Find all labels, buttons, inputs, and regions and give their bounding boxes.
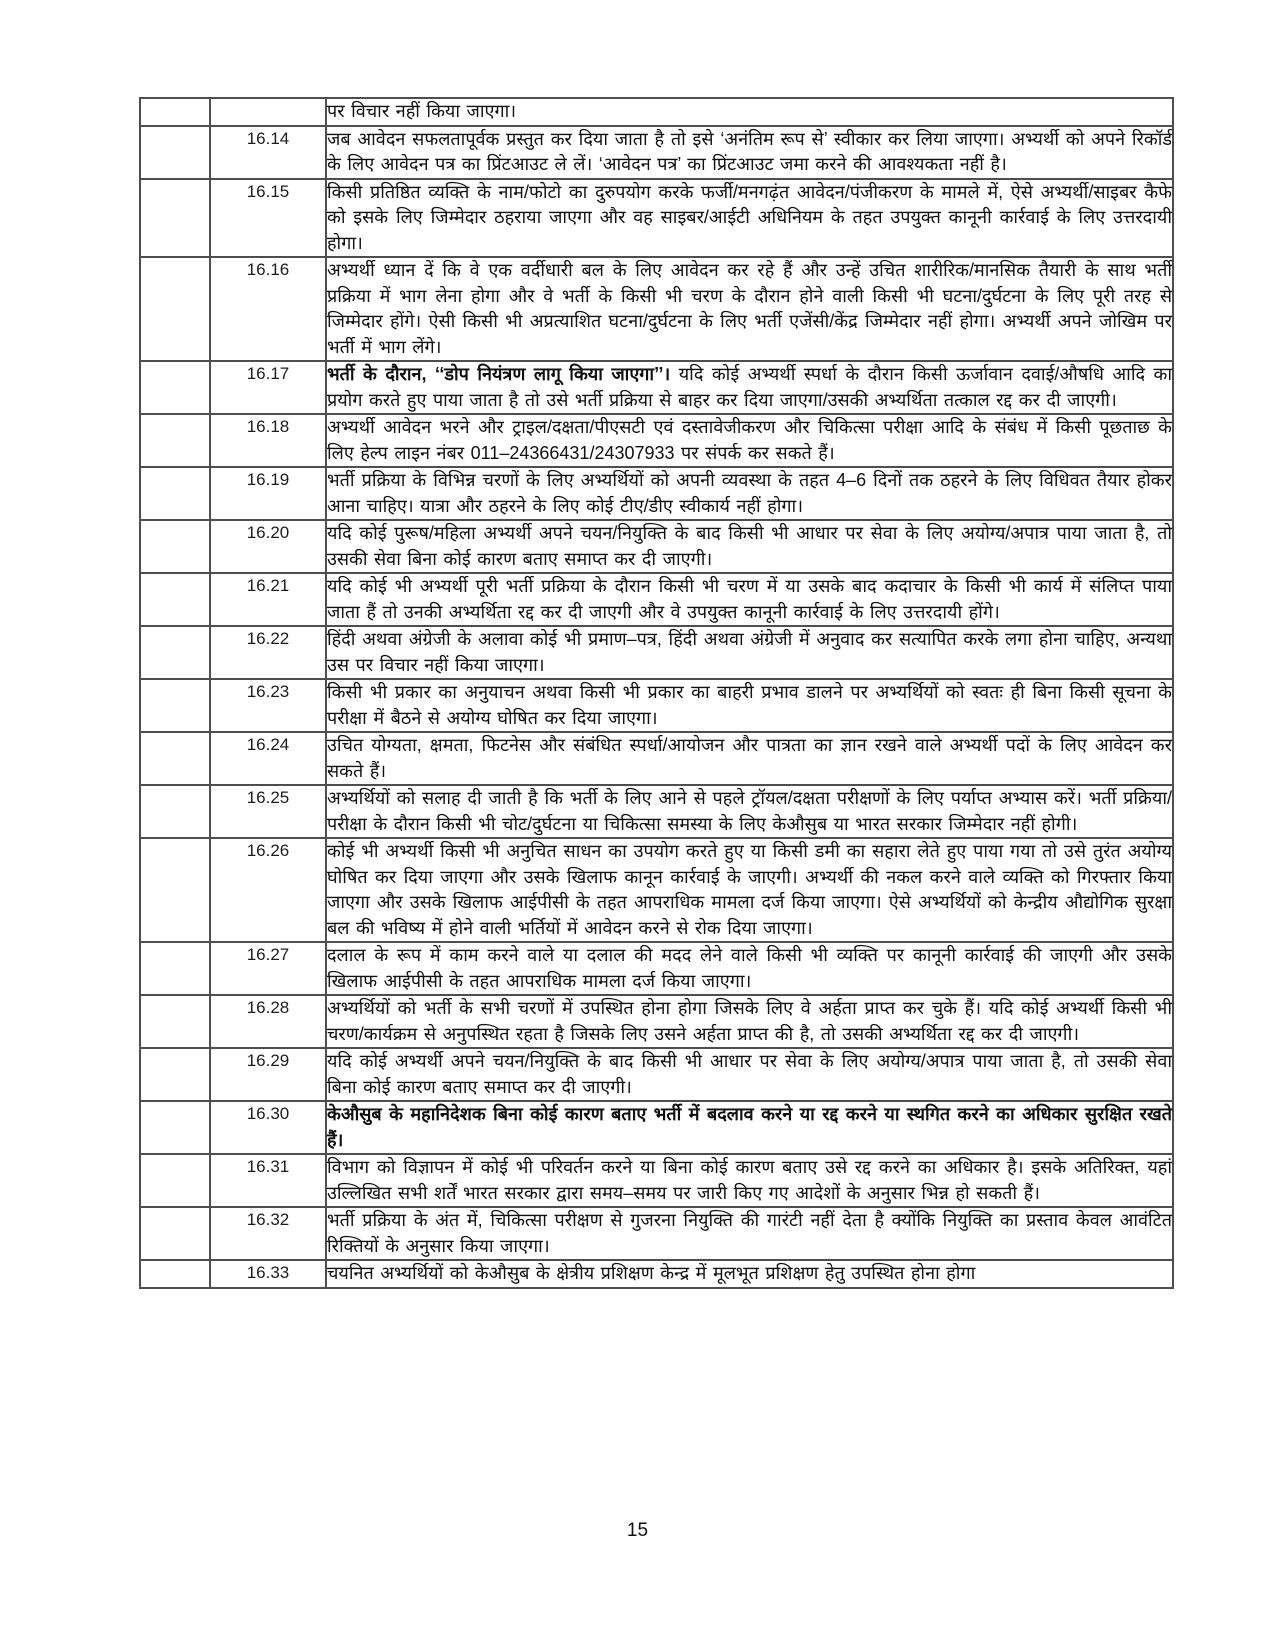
table-row xyxy=(140,1101,1173,1154)
serial-cell xyxy=(140,467,210,520)
table-row xyxy=(140,179,1173,258)
serial-cell xyxy=(140,1154,210,1207)
table-row xyxy=(140,732,1173,785)
rule-text xyxy=(326,467,1173,520)
table-row xyxy=(140,838,1173,942)
rule-text-segment: किसी प्रतिष्ठित व्यक्ति के नाम/फोटो का दुरुपयोग करके फर्जी/मनगढ़ंत आवेदन/पंजीकरण के मामले में, ऐसे अभ्यर्थी/साइबर कैफे को इसके लिए जिम्मेदार ठहराया जाएगा और वह साइबर/आईटी अधिनियम के तहत उपयुक्त कानूनी कार्रवाई के लिए उत्तरदायी होगा। xyxy=(327,181,1172,253)
serial-cell xyxy=(140,98,210,126)
rule-text-segment: अभ्यर्थियों को भर्ती के सभी चरणों में उपस्थित होना होगा जिसके लिए वे अर्हता प्राप्त कर चुके हैं। यदि कोई अभ्यर्थी किसी भी चरण/कार्यक्रम से अनुपस्थित रहता है जिसके लिए उसने अर्हता प्राप्त की है, तो उसकी अभ्यर्थिता रद्द कर दी जाएगी। xyxy=(327,998,1172,1044)
rule-text xyxy=(326,98,1173,126)
table-row xyxy=(140,1207,1173,1260)
serial-cell xyxy=(140,179,210,258)
table-row xyxy=(140,361,1173,414)
rule-number: 16.19 xyxy=(210,467,326,520)
rule-text-segment: उचित योग्यता, क्षमता, फिटनेस और संबंधित स्पर्धा/आयोजन और पात्रता का ज्ञान रखने वाले अभ्यर्थी पदों के लिए आवेदन कर सकते हैं। xyxy=(327,735,1172,781)
rule-text-segment: यदि कोई पुरूष/महिला अभ्यर्थी अपने चयन/नियुक्ति के बाद किसी भी आधार पर सेवा के लिए अयोग्य/अपात्र पाया जाता है, तो उसकी सेवा बिना कोई कारण बताए समाप्त कर दी जाएगी। xyxy=(327,523,1172,569)
serial-cell xyxy=(140,414,210,467)
rule-number: 16.20 xyxy=(210,520,326,573)
table-row xyxy=(140,679,1173,732)
rule-text-segment: पर विचार नहीं किया जाएगा। xyxy=(327,101,517,121)
rule-text xyxy=(326,179,1173,258)
rule-text-bold-segment: भर्ती के दौरान, ‘‘डोप नियंत्रण लागू किया जाएगा’’। xyxy=(327,364,679,384)
rule-number: 16.14 xyxy=(210,126,326,179)
rule-text-segment: कोई भी अभ्यर्थी किसी भी अनुचित साधन का उपयोग करते हुए या किसी डमी का सहारा लेते हुए पाया गया तो उसे तुरंत अयोग्य घोषित कर दिया जाएगा और उसके खिलाफ कानून कार्रवाई के जाएगी। अभ्यर्थी की नकल करने वाले व्यक्ति को गिरफ्तार किया जाएगा और उसके खिलाफ आईपीसी के तहत आपराधिक मामला दर्ज किया जाएगा। ऐसे अभ्यर्थियों को केन्द्रीय औद्योगिक सुरक्षा बल की भविष्य में होने वाली भर्तियों में आवेदन करने से रोक दिया जाएगा। xyxy=(327,841,1172,938)
table-row xyxy=(140,1260,1173,1288)
serial-cell xyxy=(140,995,210,1048)
table-row xyxy=(140,573,1173,626)
rule-text-segment: किसी भी प्रकार का अनुयाचन अथवा किसी भी प्रकार का बाहरी प्रभाव डालने पर अभ्यर्थियों को स्वतः ही बिना किसी सूचना के परीक्षा में बैठने से अयोग्य घोषित कर दिया जाएगा। xyxy=(327,682,1172,728)
rule-text-segment: यदि कोई अभ्यर्थी अपने चयन/नियुक्ति के बाद किसी भी आधार पर सेवा के लिए अयोग्य/अपात्र पाया जाता है, तो उसकी सेवा बिना कोई कारण बताए समाप्त कर दी जाएगी। xyxy=(327,1051,1172,1097)
rule-text xyxy=(326,838,1173,942)
table-row xyxy=(140,467,1173,520)
table-row xyxy=(140,942,1173,995)
rule-text xyxy=(326,942,1173,995)
table-row xyxy=(140,414,1173,467)
rule-text xyxy=(326,1101,1173,1154)
serial-cell xyxy=(140,838,210,942)
table-row xyxy=(140,626,1173,679)
rules-table xyxy=(139,97,1174,1289)
table-row xyxy=(140,520,1173,573)
serial-cell xyxy=(140,942,210,995)
rule-number: 16.15 xyxy=(210,179,326,258)
serial-cell xyxy=(140,361,210,414)
rule-text xyxy=(326,1207,1173,1260)
rule-number: 16.18 xyxy=(210,414,326,467)
rule-text-segment: चयनित अभ्यर्थियों को केऔसुब के क्षेत्रीय प्रशिक्षण केन्द्र में मूलभूत प्रशिक्षण हेतु उपस्थित होना होगा xyxy=(327,1263,976,1283)
rule-text xyxy=(326,520,1173,573)
rule-text-segment: हिंदी अथवा अंग्रेजी के अलावा कोई भी प्रमाण–पत्र, हिंदी अथवा अंग्रेजी में अनुवाद कर सत्यापित करके लगा होना चाहिए, अन्यथा उस पर विचार नहीं किया जाएगा। xyxy=(327,629,1172,675)
serial-cell xyxy=(140,1207,210,1260)
rule-text-segment: भर्ती प्रक्रिया के विभिन्न चरणों के लिए अभ्यर्थियों को अपनी व्यवस्था के तहत 4–6 दिनों तक ठहरने के लिए विधिवत तैयार होकर आना चाहिए। यात्रा और ठहरने के लिए कोई टीए/डीए स्वीकार्य नहीं होगा। xyxy=(327,470,1172,516)
table-row xyxy=(140,995,1173,1048)
rule-number: 16.16 xyxy=(210,257,326,361)
table-row xyxy=(140,1048,1173,1101)
rule-number: 16.27 xyxy=(210,942,326,995)
rule-number: 16.28 xyxy=(210,995,326,1048)
serial-cell xyxy=(140,573,210,626)
rule-number: 16.29 xyxy=(210,1048,326,1101)
serial-cell xyxy=(140,520,210,573)
serial-cell xyxy=(140,626,210,679)
rule-text xyxy=(326,573,1173,626)
serial-cell xyxy=(140,1101,210,1154)
rule-number: 16.22 xyxy=(210,626,326,679)
rule-text-segment: अभ्यर्थियों को सलाह दी जाती है कि भर्ती के लिए आने से पहले ट्रॉयल/दक्षता परीक्षणों के लिए पर्याप्त अभ्यास करें। भर्ती प्रक्रिया/परीक्षा के दौरान किसी भी चोट/दुर्घटना या चिकित्सा समस्या के लिए केऔसुब या भारत सरकार जिम्मेदार नहीं होगी। xyxy=(327,788,1172,834)
rule-text xyxy=(326,679,1173,732)
serial-cell xyxy=(140,126,210,179)
serial-cell xyxy=(140,1048,210,1101)
rule-text-segment: अभ्यर्थी ध्यान दें कि वे एक वर्दीधारी बल के लिए आवेदन कर रहे हैं और उन्हें उचित शारीरिक/मानसिक तैयारी के साथ भर्ती प्रक्रिया में भाग लेना होगा और वे भर्ती के किसी भी चरण के दौरान होने वाली किसी भी घटना/दुर्घटना के लिए पूरी तरह से जिम्मेदार होंगे। ऐसी किसी भी अप्रत्याशित घटना/दुर्घटना के लिए भर्ती एजेंसी/केंद्र जिम्मेदार नहीं होगा। अभ्यर्थी अपने जोखिम पर भर्ती में भाग लेंगे। xyxy=(327,260,1173,357)
rule-text xyxy=(326,361,1173,414)
rule-text-segment: दलाल के रूप में काम करने वाले या दलाल की मदद लेने वाले किसी भी व्यक्ति पर कानूनी कार्रवाई की जाएगी और उसके खिलाफ आईपीसी के तहत आपराधिक मामला दर्ज किया जाएगा। xyxy=(327,945,1172,991)
rule-number: 16.26 xyxy=(210,838,326,942)
rule-number xyxy=(210,98,326,126)
rule-number: 16.31 xyxy=(210,1154,326,1207)
rule-number: 16.25 xyxy=(210,785,326,838)
page-number: 15 xyxy=(626,1520,649,1541)
table-row xyxy=(140,1154,1173,1207)
table-row xyxy=(140,257,1173,361)
rule-text xyxy=(326,995,1173,1048)
serial-cell xyxy=(140,257,210,361)
rules-table-body xyxy=(140,98,1173,1288)
rule-number: 16.33 xyxy=(210,1260,326,1288)
rule-number: 16.23 xyxy=(210,679,326,732)
table-row xyxy=(140,98,1173,126)
rule-number: 16.32 xyxy=(210,1207,326,1260)
rule-text xyxy=(326,1260,1173,1288)
rule-text-segment: जब आवेदन सफलतापूर्वक प्रस्तुत कर दिया जाता है तो इसे ‘अनंतिम रूप से’ स्वीकार कर लिया जाएगा। अभ्यर्थी को अपने रिकॉर्ड के लिए आवेदन पत्र का प्रिंटआउट ले लें। ‘आवेदन पत्र’ का प्रिंटआउट जमा करने की आवश्यकता नहीं है। xyxy=(327,128,1172,174)
serial-cell xyxy=(140,785,210,838)
rule-text xyxy=(326,785,1173,838)
rule-text-segment: भर्ती प्रक्रिया के अंत में, चिकित्सा परीक्षण से गुजरना नियुक्ति की गारंटी नहीं देता है क्योंकि नियुक्ति का प्रस्ताव केवल आवंटित रिक्तियों के अनुसार किया जाएगा। xyxy=(327,1210,1172,1256)
serial-cell xyxy=(140,1260,210,1288)
rule-text xyxy=(326,414,1173,467)
serial-cell xyxy=(140,679,210,732)
serial-cell xyxy=(140,732,210,785)
rule-text xyxy=(326,1048,1173,1101)
rule-text-bold-segment: केऔसुब के महानिदेशक बिना कोई कारण बताए भर्ती में बदलाव करने या रद्द करने या स्थगित करने का अधिकार सुरक्षित रखते हैं। xyxy=(327,1104,1172,1150)
rule-number: 16.17 xyxy=(210,361,326,414)
table-row xyxy=(140,126,1173,179)
rule-text xyxy=(326,257,1173,361)
rule-text xyxy=(326,732,1173,785)
rule-text-segment: यदि कोई अभ्यर्थी स्पर्धा के दौरान किसी ऊर्जावान दवाई/औषधि आदि का प्रयोग करते हुए पाया जाता है तो उसे भर्ती प्रक्रिया से बाहर कर दिया जाएगा/उसकी अभ्यर्थिता तत्काल रद्द कर दी जाएगी। xyxy=(327,364,1172,410)
rule-text-segment: विभाग को विज्ञापन में कोई भी परिवर्तन करने या बिना कोई कारण बताए उसे रद्द करने का अधिकार है। इसके अतिरिक्त, यहां उल्लिखित सभी शर्तें भारत सरकार द्वारा समय–समय पर जारी किए गए आदेशों के अनुसार भिन्न हो सकती हैं। xyxy=(327,1157,1172,1203)
rule-number: 16.21 xyxy=(210,573,326,626)
table-row xyxy=(140,785,1173,838)
rule-text xyxy=(326,126,1173,179)
rule-text-segment: अभ्यर्थी आवेदन भरने और ट्राइल/दक्षता/पीएसटी एवं दस्तावेजीकरण और चिकित्सा परीक्षा आदि के संबंध में किसी पूछताछ के लिए हेल्प लाइन नंबर 011–24366431/24307933 पर संपर्क कर सकते हैं। xyxy=(327,417,1172,463)
rule-number: 16.30 xyxy=(210,1101,326,1154)
rule-text xyxy=(326,626,1173,679)
rule-text-segment: यदि कोई भी अभ्यर्थी पूरी भर्ती प्रक्रिया के दौरान किसी भी चरण में या उसके बाद कदाचार के किसी भी कार्य में संलिप्त पाया जाता हैं तो उनकी अभ्यर्थिता रद्द कर दी जाएगी और वे उपयुक्त कानूनी कार्रवाई के लिए उत्तरदायी होंगे। xyxy=(327,576,1172,622)
rule-number: 16.24 xyxy=(210,732,326,785)
rule-text xyxy=(326,1154,1173,1207)
